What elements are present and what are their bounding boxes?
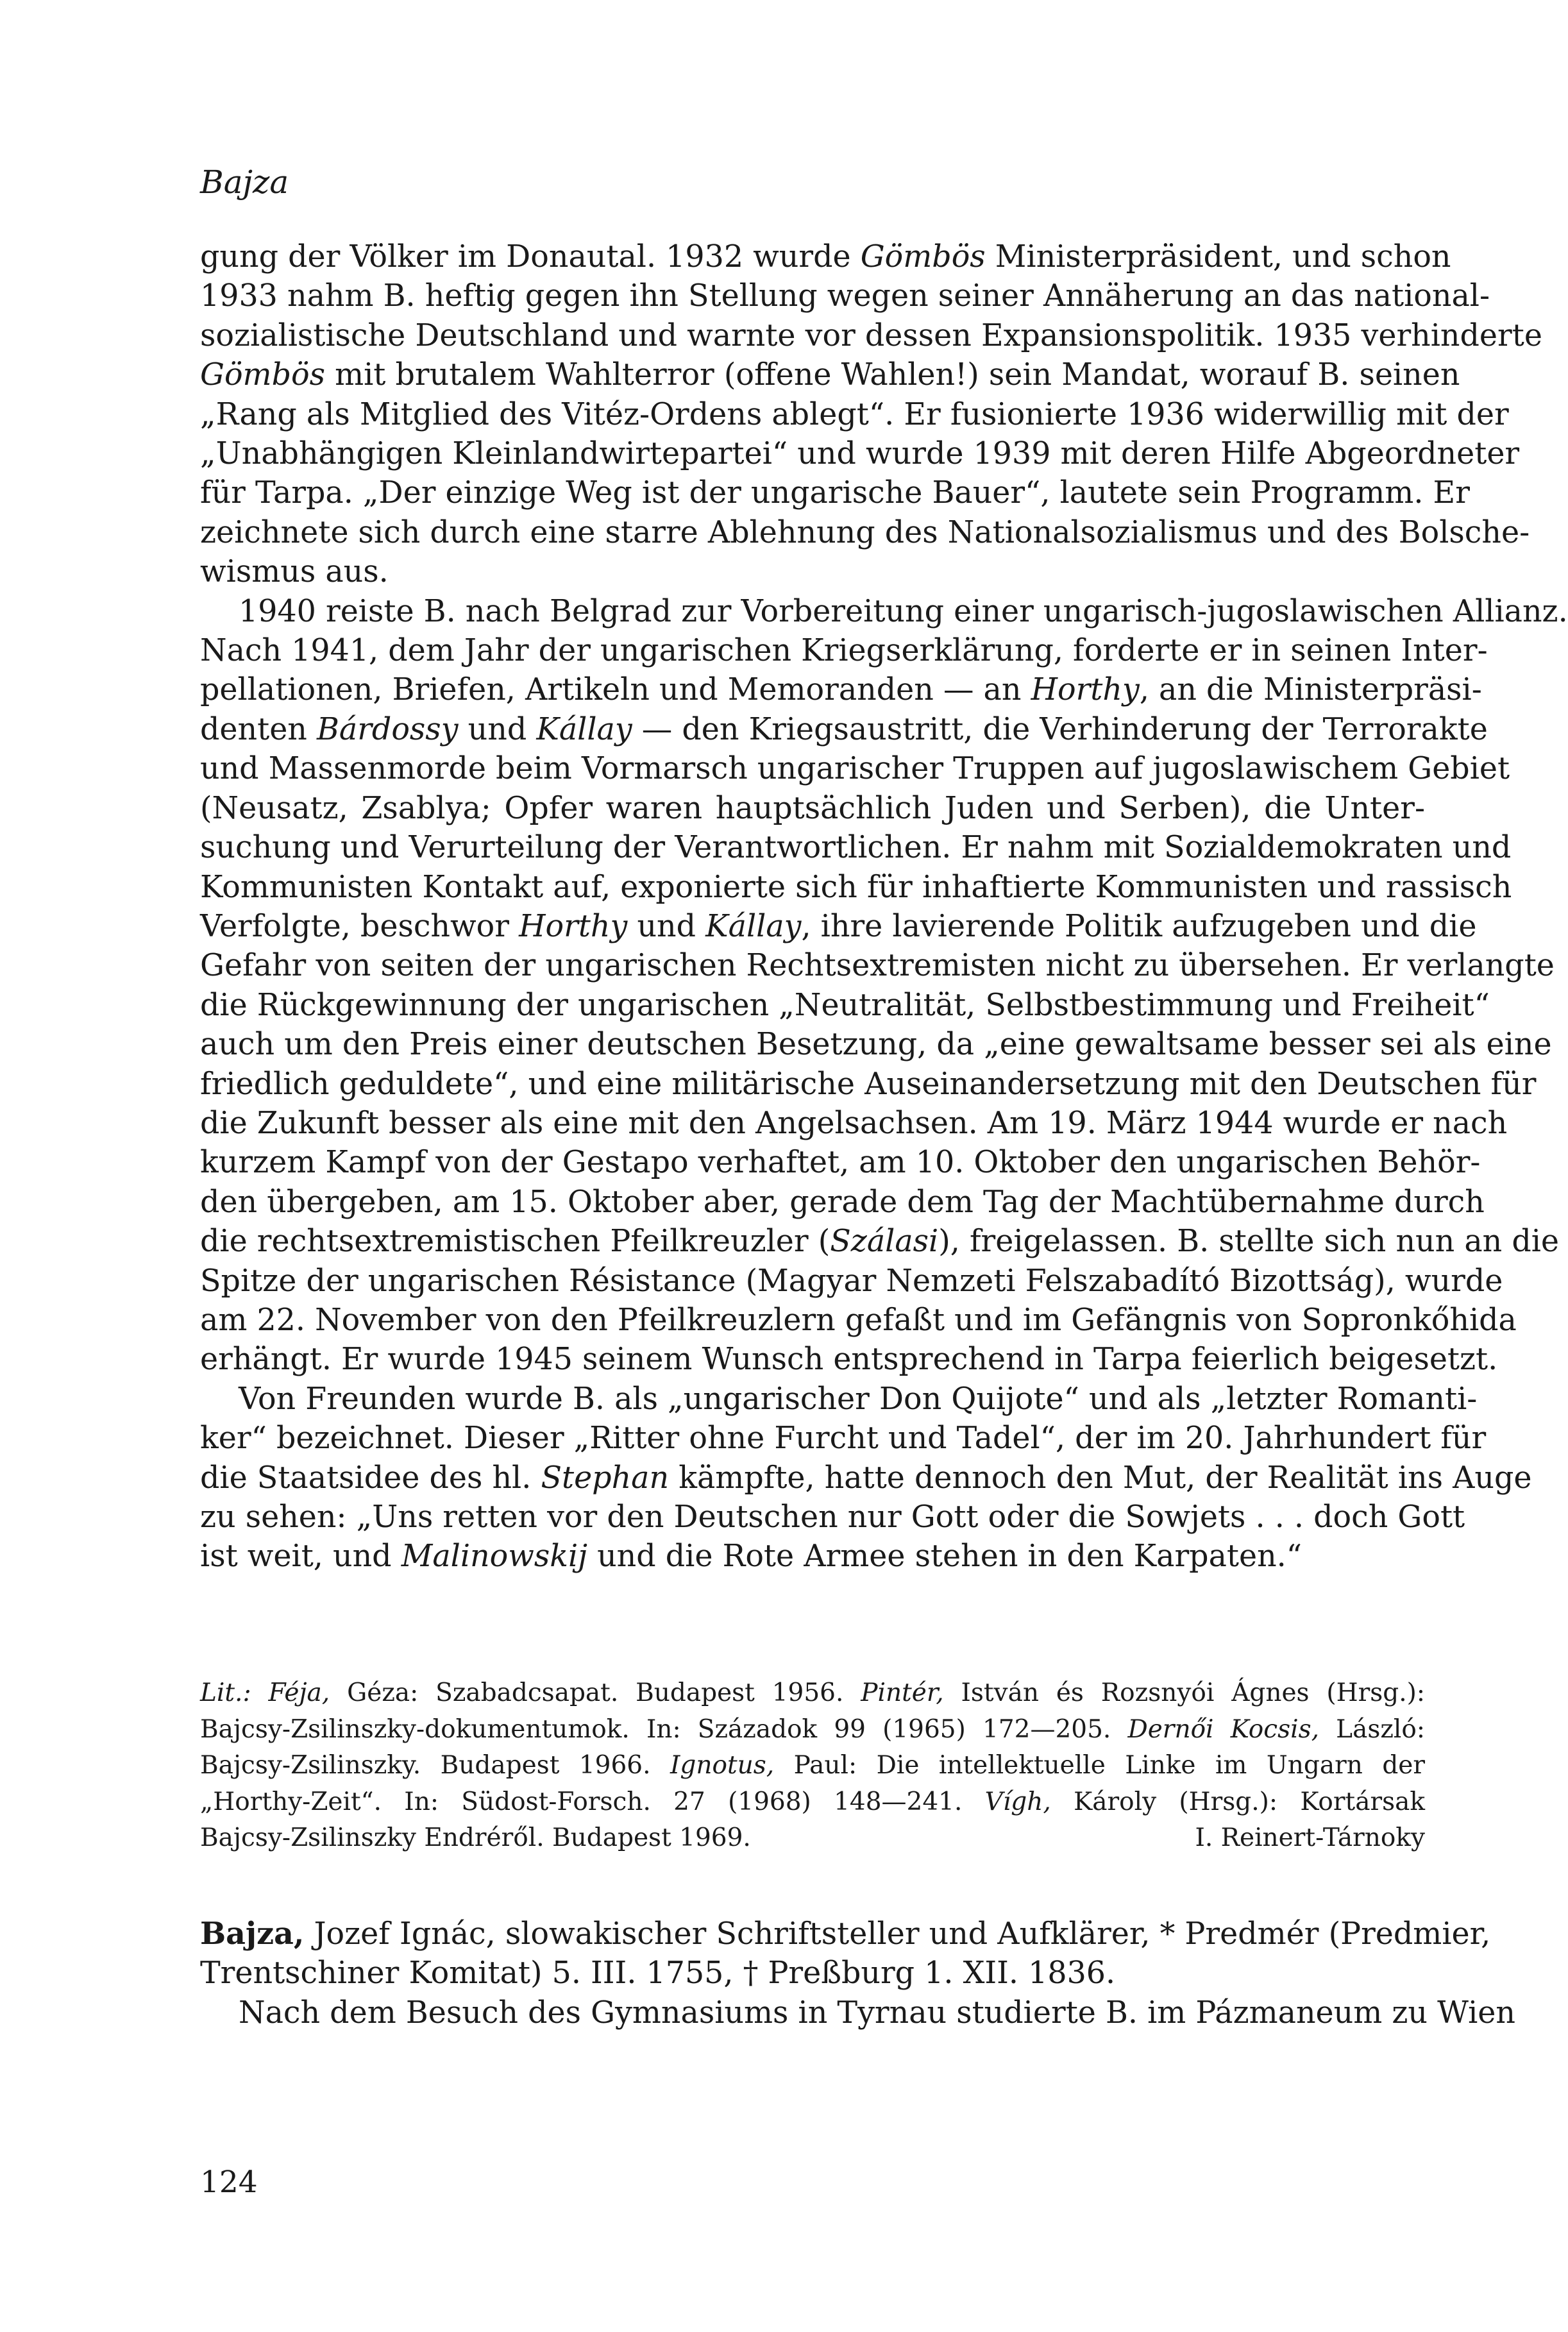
- author-signature: I. Reinert-Tárnoky: [1195, 1823, 1425, 1852]
- text-line: Spitze der ungarischen Résistance (Magyar Nemzeti Felszabadító Bizottság), wurde: [200, 1263, 1503, 1299]
- text-line: 1933 nahm B. heftig gegen ihn Stellung wegen seiner Annäherung an das national-: [200, 278, 1490, 314]
- text-line: die Staatsidee des hl. Stephan kämpfte, hatte dennoch den Mut, der Realität ins Auge: [200, 1460, 1532, 1496]
- text-line: ker“ bezeichnet. Dieser „Ritter ohne Furcht und Tadel“, der im 20. Jahrhundert für: [200, 1421, 1487, 1457]
- literature-references: [200, 1675, 1425, 1857]
- literature-last-text: Bajcsy-Zsilinszky Endréről. Budapest 1969.: [200, 1823, 751, 1852]
- text-line: zu sehen: „Uns retten vor den Deutschen nur Gott oder die Sowjets . . . doch Gott: [200, 1500, 1465, 1535]
- text-line: „Rang als Mitglied des Vitéz-Ordens ablegt“. Er fusionierte 1936 widerwillig mit der: [200, 396, 1509, 432]
- text-line: am 22. November von den Pfeilkreuzlern gefaßt und im Gefängnis von Sopronkőhida: [200, 1302, 1517, 1338]
- text-line: erhängt. Er wurde 1945 seinem Wunsch entsprechend in Tarpa feierlich beigesetzt.: [200, 1342, 1498, 1378]
- text-line: Gefahr von seiten der ungarischen Rechtsextremisten nicht zu übersehen. Er verlangte: [200, 948, 1555, 984]
- literature-line: Lit.: Féja, Géza: Szabadcsapat. Budapest 1956. Pintér, István és Rozsnyói Ágnes (Hrsg.):: [200, 1678, 1426, 1707]
- text-line: (Neusatz, Zsablya; Opfer waren hauptsächlich Juden und Serben), die Unter-: [200, 790, 1425, 826]
- text-line: suchung und Verurteilung der Verantwortlichen. Er nahm mit Sozialdemokraten und: [200, 830, 1512, 866]
- text-line: und Massenmorde beim Vormarsch ungarischer Truppen auf jugoslawischem Gebiet: [200, 751, 1510, 787]
- text-line: friedlich geduldete“, und eine militärische Auseinandersetzung mit den Deutschen für: [200, 1066, 1537, 1102]
- text-line: Kommunisten Kontakt auf, exponierte sich für inhaftierte Kommunisten und rassisch: [200, 869, 1512, 905]
- literature-line: Bajcsy-Zsilinszky. Budapest 1966. Ignotus, Paul: Die intellektuelle Linke im Ungarn der: [200, 1751, 1426, 1780]
- next-entry-bajza: [200, 1914, 1515, 2032]
- main-article-text: [200, 237, 1568, 1576]
- text-line: den übergeben, am 15. Oktober aber, gerade dem Tag der Machtübernahme durch: [200, 1184, 1485, 1220]
- literature-lines: [200, 1675, 1425, 1820]
- text-line: für Tarpa. „Der einzige Weg ist der ungarische Bauer“, lautete sein Programm. Er: [200, 475, 1470, 511]
- text-line: Nach 1941, dem Jahr der ungarischen Kriegserklärung, forderte er in seinen Inter-: [200, 633, 1488, 669]
- text-line: die rechtsextremistischen Pfeilkreuzler (Szálasi), freigelassen. B. stellte sich nun an die: [200, 1224, 1560, 1260]
- text-line: pellationen, Briefen, Artikeln und Memoranden — an Horthy, an die Ministerpräsi-: [200, 672, 1482, 708]
- running-head: Bajza: [200, 164, 289, 201]
- text-line: die Rückgewinnung der ungarischen „Neutralität, Selbstbestimmung und Freiheit“: [200, 987, 1490, 1023]
- page-number: 124: [200, 2165, 258, 2200]
- entry-line: Trentschiner Komitat) 5. III. 1755, † Preßburg 1. XII. 1836.: [200, 1956, 1116, 1991]
- text-line: Gömbös mit brutalem Wahlterror (offene Wahlen!) sein Mandat, worauf B. seinen: [200, 357, 1460, 393]
- text-line: Verfolgte, beschwor Horthy und Kállay, ihre lavierende Politik aufzugeben und die: [200, 908, 1477, 944]
- literature-final-line: [200, 1820, 1425, 1857]
- text-line: kurzem Kampf von der Gestapo verhaftet, am 10. Oktober den ungarischen Behör-: [200, 1145, 1481, 1181]
- text-line: Von Freunden wurde B. als „ungarischer Don Quijote“ und als „letzter Romanti-: [239, 1381, 1478, 1417]
- text-line: denten Bárdossy und Kállay — den Kriegsaustritt, die Verhinderung der Terrorakte: [200, 711, 1488, 747]
- text-line: zeichnete sich durch eine starre Ablehnung des Nationalsozialismus und des Bolsche-: [200, 514, 1530, 550]
- entry-line: Nach dem Besuch des Gymnasiums in Tyrnau studierte B. im Pázmaneum zu Wien: [239, 1995, 1515, 2031]
- text-line: 1940 reiste B. nach Belgrad zur Vorbereitung einer ungarisch-jugoslawischen Allianz.: [239, 593, 1568, 629]
- entry-line: Bajza, Jozef Ignác, slowakischer Schriftsteller und Aufklärer, * Predmér (Predmier,: [200, 1916, 1491, 1952]
- text-line: wismus aus.: [200, 554, 389, 590]
- text-line: sozialistische Deutschland und warnte vor dessen Expansionspolitik. 1935 verhinderte: [200, 317, 1542, 353]
- literature-line: „Horthy-Zeit“. In: Südost-Forsch. 27 (1968) 148—241. Vígh, Károly (Hrsg.): Kortársak: [200, 1787, 1425, 1816]
- text-line: „Unabhängigen Kleinlandwirtepartei“ und wurde 1939 mit deren Hilfe Abgeordneter: [200, 436, 1520, 472]
- text-line: die Zukunft besser als eine mit den Angelsachsen. Am 19. März 1944 wurde er nach: [200, 1105, 1508, 1141]
- text-line: auch um den Preis einer deutschen Besetzung, da „eine gewaltsame besser sei als eine: [200, 1027, 1552, 1063]
- text-line: ist weit, und Malinowskij und die Rote Armee stehen in den Karpaten.“: [200, 1539, 1302, 1575]
- literature-line: Bajcsy-Zsilinszky-dokumentumok. In: Századok 99 (1965) 172—205. Dernői Kocsis, László:: [200, 1714, 1425, 1744]
- text-line: gung der Völker im Donautal. 1932 wurde Gömbös Ministerpräsident, und schon: [200, 239, 1451, 275]
